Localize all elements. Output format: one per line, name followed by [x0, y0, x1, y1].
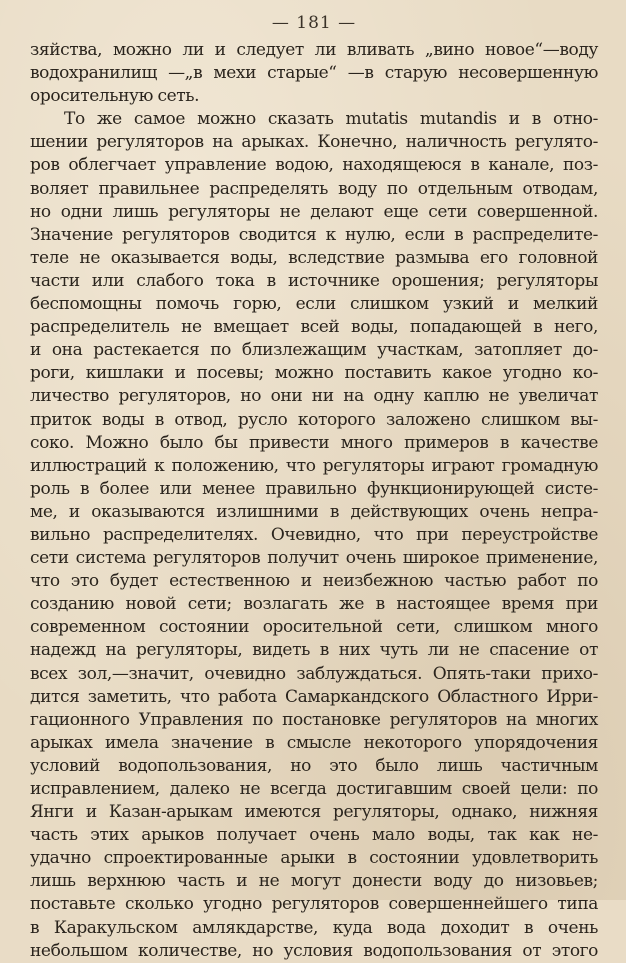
text-line: лишь верхнюю часть и не могут донести воду до низовьев; [30, 871, 598, 892]
text-line: зяйства, можно ли и следует ли вливать „вино новое“—воду [30, 40, 598, 60]
text-line: небольшом количестве, но условия водопользования от этого [30, 940, 598, 961]
text-line: но одни лишь регуляторы не делают еще сети совершенной. [30, 201, 598, 222]
text-line: сети система регуляторов получит очень широкое применение, [30, 548, 598, 569]
text-line: роги, кишлаки и посевы; можно поставить какое угодно ко- [30, 363, 598, 384]
text-line: в Каракульском амлякдарстве, куда вода доходит в очень [30, 917, 598, 938]
text-line: беспомощны помочь горю, если слишком узкий и мелкий [30, 294, 598, 315]
text-line: дится заметить, что работа Самаркандского Областного Ирри- [30, 686, 598, 707]
text-line: что это будет естественною и неизбежною частью работ по [30, 571, 598, 592]
text-line: Значение регуляторов сводится к нулю, если в распределите- [30, 224, 598, 245]
text-line: личество регуляторов, но они ни на одну каплю не увеличат [30, 386, 598, 407]
text-line: роль в более или менее правильно функционирующей систе- [30, 478, 598, 499]
page-number: — 181 — [271, 13, 357, 33]
text-line: вильно распределителях. Очевидно, что при переустройстве [30, 524, 598, 545]
text-line: распределитель не вмещает всей воды, попадающей в него, [30, 317, 598, 338]
text-line: условий водопользования, но это было лишь частичным [30, 755, 598, 776]
text-line: ме, и оказываются излишними в действующих очень непра- [30, 501, 598, 522]
text-line: исправлением, далеко не всегда достигавшим своей цели: по [30, 779, 598, 799]
text-line: водохранилищ —„в мехи старые“ —в старую несовершенную [30, 63, 598, 84]
text-line: приток воды в отвод, русло которого заложено слишком вы- [30, 409, 598, 430]
text-line: То же самое можно сказать mutatis mutandis и в отно- [64, 109, 598, 130]
text-line: теле не оказывается воды, вследствие размыва его головной [30, 247, 598, 268]
text-line: всех зол,—значит, очевидно заблуждаться. Опять-таки прихо- [30, 663, 598, 684]
text-line: надежд на регуляторы, видеть в них чуть ли не спасение от [30, 640, 598, 661]
text-line: поставьте сколько угодно регуляторов совершеннейшего типа [30, 894, 598, 915]
text-line: и она растекается по близлежащим участкам, затопляет до- [30, 340, 598, 361]
text-line: иллюстраций к положению, что регуляторы играют громадную [30, 455, 598, 476]
text-line: гационного Управления по постановке регуляторов на многих [30, 709, 598, 730]
text-line: ров облегчает управление водою, находящеюся в канале, поз- [30, 155, 598, 176]
text-line: шении регуляторов на арыках. Конечно, наличность регулято- [30, 132, 598, 153]
text-line: часть этих арыков получает очень мало воды, так как не- [30, 825, 598, 846]
text-line: созданию новой сети; возлагать же в настоящее время при [30, 594, 598, 615]
text-line: арыках имела значение в смысле некоторого упорядочения [30, 732, 598, 753]
text-line: соко. Можно было бы привести много примеров в качестве [30, 432, 598, 453]
text-line: оросительную сеть. [30, 86, 200, 107]
body-text [30, 39, 598, 963]
text-line: Янги и Казан-арыкам имеются регуляторы, однако, нижняя [30, 802, 598, 823]
text-line: воляет правильнее распределять воду по отдельным отводам, [30, 178, 598, 199]
text-line: современном состоянии оросительной сети, слишком много [30, 617, 598, 638]
text-line: удачно спроектированные арыки в состоянии удовлетворить [30, 848, 598, 869]
text-line: части или слабого тока в источнике орошения; регуляторы [30, 270, 598, 291]
